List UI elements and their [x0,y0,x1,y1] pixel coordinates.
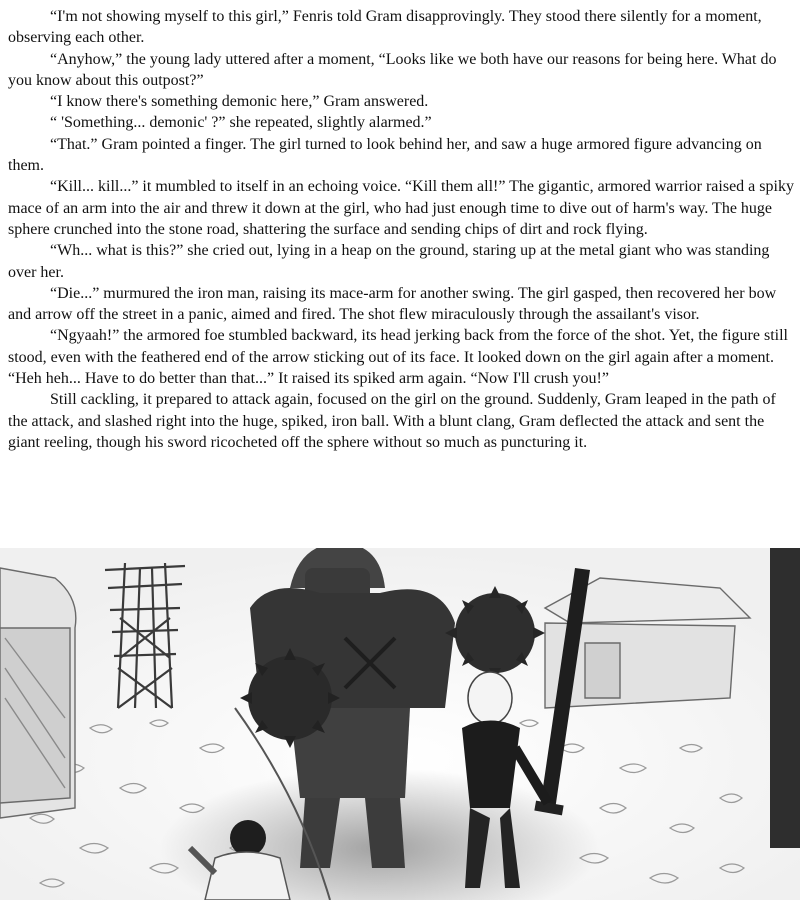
paragraph-8: “Die...” murmured the iron man, raising its mace-arm for another swing. The girl gasped, then recovered her bow and arrow off the street in a panic, aimed and fired. The shot flew miraculously through the assailant's visor. [8,284,777,324]
left-building [0,568,76,818]
left-mace [240,648,340,748]
paragraph-10: Still cackling, it prepared to attack again, focused on the girl on the ground. Suddenly, Gram leaped in the path of the attack, and slashed right into the huge, spiked, iron ball. With a blunt clang, Gram deflected the attack and sent the giant reeling, though his sword ricocheted off the sphere without so much as puncturing it. [8,391,776,451]
paragraph-3: “I know there's something demonic here,” Gram answered. [50,93,429,111]
battle-illustration [0,548,800,900]
paragraph-5: “That.” Gram pointed a finger. The girl turned to look behind her, and saw a huge armored figure advancing on them. [8,135,762,175]
paragraph-1: “I'm not showing myself to this girl,” Fenris told Gram disapprovingly. They stood there silently for a moment, observing each other. [8,8,762,47]
paragraph-2: “Anyhow,” the young lady uttered after a moment, “Looks like we both have our reasons for being here. What do you know about this outpost?” [8,50,777,89]
story-text [8,6,794,453]
paragraph-6: “Kill... kill...” it mumbled to itself in an echoing voice. “Kill them all!” The gigantic, armored warrior raised a spiky mace of an arm into the air and threw it down at the girl, who had just enough time to dive out of harm's way. The huge sphere crunched into the stone road, shattering the surface and sending chips of dirt and rock flying. [8,178,794,238]
paragraph-7: “Wh... what is this?” she cried out, lying in a heap on the ground, staring up at the metal giant who was standing over her. [8,242,770,281]
right-wall [770,548,800,848]
paragraph-4: “ 'Something... demonic' ?” she repeated, slightly alarmed.” [50,114,432,132]
paragraph-9: “Ngyaah!” the armored foe stumbled backward, its head jerking back from the force of the shot. Yet, the figure still stood, even with the feathered end of the arrow sticking out of its face. It looked down on the girl again after a moment. “Heh heh... Have to do better than that...” It raised its spiked arm again. “Now I'll crush you!” [8,327,788,388]
